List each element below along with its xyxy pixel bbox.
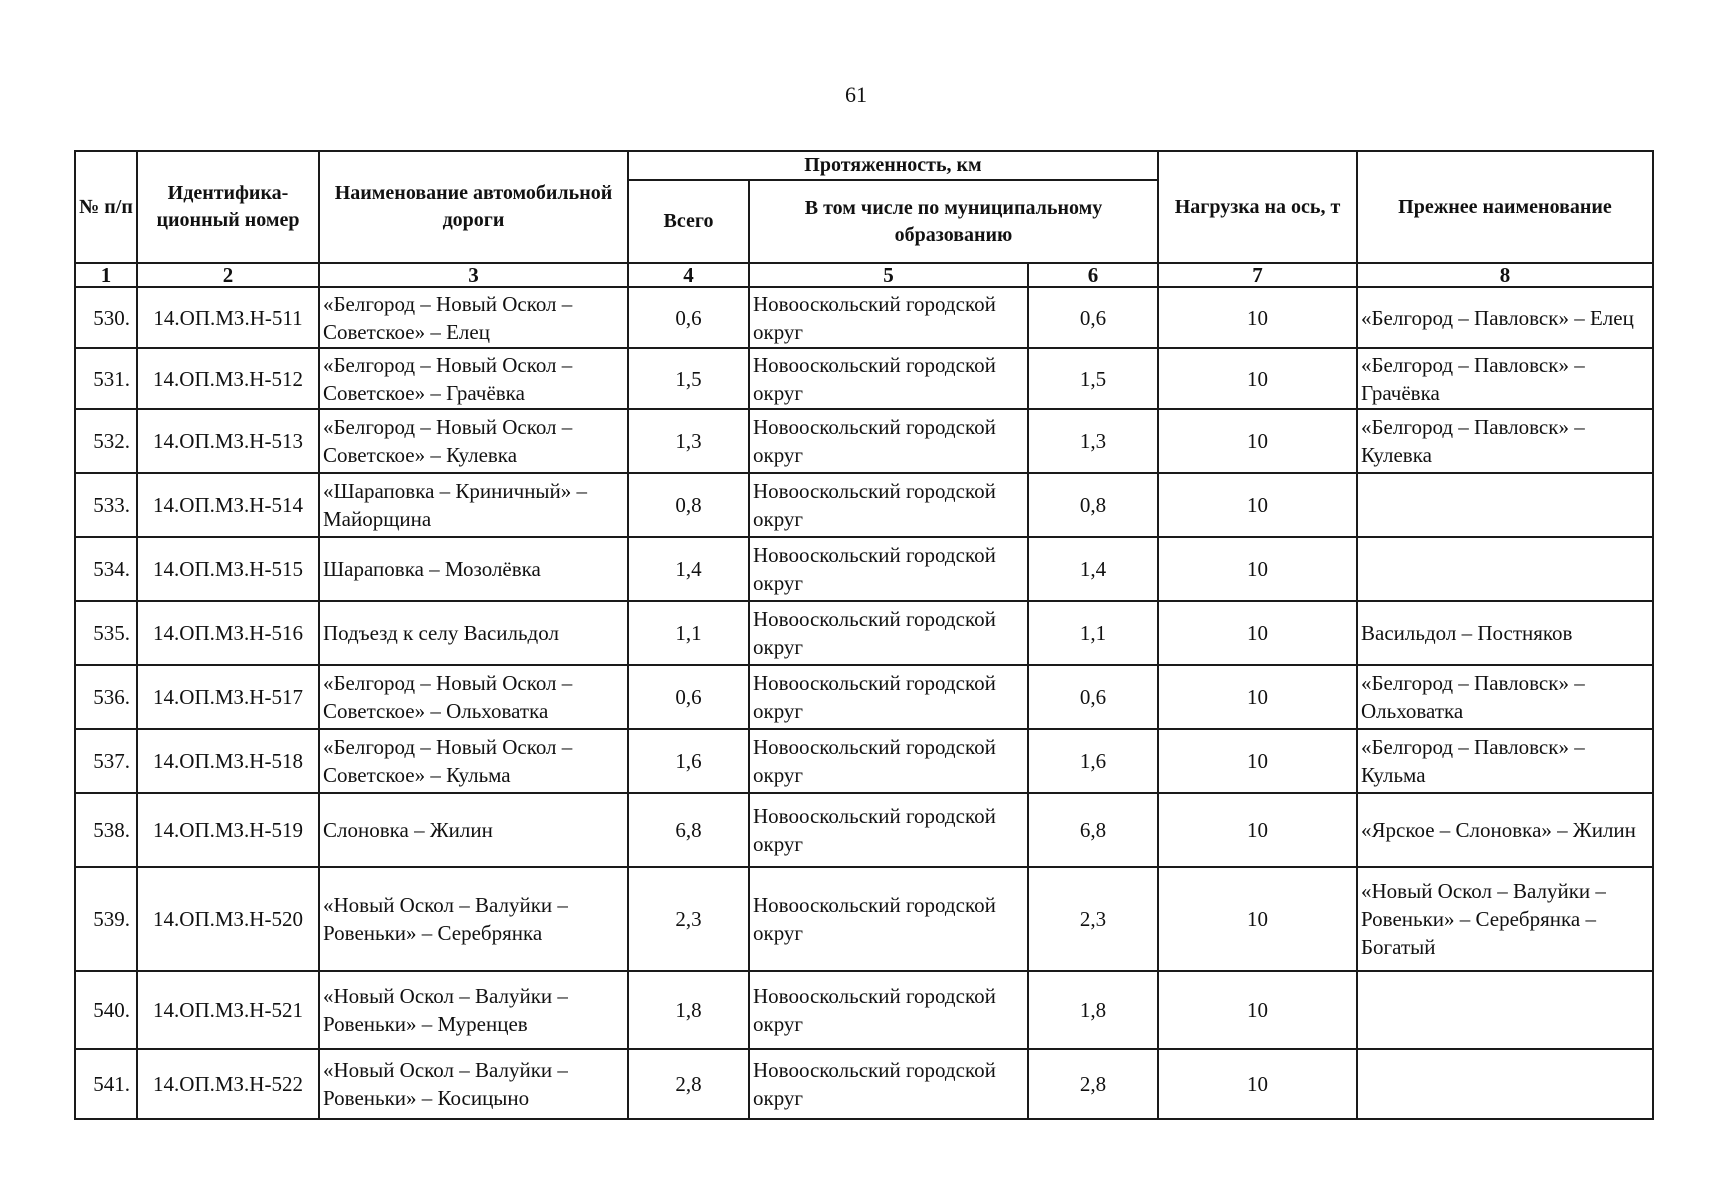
- table-row: [75, 1049, 1653, 1119]
- axle-load: 10: [1158, 793, 1357, 867]
- header-name: Наименование автомобильной дороги: [319, 151, 628, 263]
- length-total: 6,8: [628, 793, 749, 867]
- header-total: Всего: [628, 180, 749, 263]
- table-row: [75, 473, 1653, 537]
- municipality-length: 2,8: [1028, 1049, 1158, 1119]
- row-number: 534.: [75, 537, 137, 601]
- row-number: 532.: [75, 409, 137, 473]
- row-number: 537.: [75, 729, 137, 793]
- table-row: [75, 537, 1653, 601]
- road-name: «Белгород – Новый Оскол – Советское» – Ольховатка: [319, 665, 628, 729]
- road-name: «Новый Оскол – Валуйки – Ровеньки» – Косицыно: [319, 1049, 628, 1119]
- road-name: Подъезд к селу Васильдол: [319, 601, 628, 665]
- road-id: 14.ОП.МЗ.Н-516: [137, 601, 319, 665]
- length-total: 0,6: [628, 287, 749, 348]
- length-total: 0,8: [628, 473, 749, 537]
- axle-load: 10: [1158, 665, 1357, 729]
- row-number: 536.: [75, 665, 137, 729]
- municipality-length: 1,1: [1028, 601, 1158, 665]
- previous-name: «Белгород – Павловск» – Кульма: [1357, 729, 1653, 793]
- header-id: Идентифика-ционный номер: [137, 151, 319, 263]
- road-id: 14.ОП.МЗ.Н-514: [137, 473, 319, 537]
- municipality: Новооскольский городской округ: [749, 1049, 1028, 1119]
- length-total: 1,3: [628, 409, 749, 473]
- column-number: 3: [319, 263, 628, 287]
- road-id: 14.ОП.МЗ.Н-521: [137, 971, 319, 1049]
- previous-name: «Ярское – Слоновка» – Жилин: [1357, 793, 1653, 867]
- municipality-length: 1,3: [1028, 409, 1158, 473]
- row-number: 533.: [75, 473, 137, 537]
- road-id: 14.ОП.МЗ.Н-513: [137, 409, 319, 473]
- road-id: 14.ОП.МЗ.Н-519: [137, 793, 319, 867]
- length-total: 0,6: [628, 665, 749, 729]
- road-id: 14.ОП.МЗ.Н-512: [137, 348, 319, 409]
- column-number: 4: [628, 263, 749, 287]
- municipality-length: 0,6: [1028, 665, 1158, 729]
- table-body: [75, 263, 1653, 1119]
- header-muni: В том числе по муниципальному образованию: [749, 180, 1158, 263]
- road-name: Шараповка – Мозолёвка: [319, 537, 628, 601]
- road-name: «Белгород – Новый Оскол – Советское» – Кулевка: [319, 409, 628, 473]
- axle-load: 10: [1158, 1049, 1357, 1119]
- road-name: «Новый Оскол – Валуйки – Ровеньки» – Муренцев: [319, 971, 628, 1049]
- row-number: 539.: [75, 867, 137, 971]
- table-row: [75, 729, 1653, 793]
- table-row: [75, 867, 1653, 971]
- column-number: 1: [75, 263, 137, 287]
- municipality: Новооскольский городской округ: [749, 473, 1028, 537]
- municipality-length: 2,3: [1028, 867, 1158, 971]
- length-total: 2,8: [628, 1049, 749, 1119]
- municipality: Новооскольский городской округ: [749, 793, 1028, 867]
- length-total: 2,3: [628, 867, 749, 971]
- table-row: [75, 971, 1653, 1049]
- row-number: 538.: [75, 793, 137, 867]
- row-number: 540.: [75, 971, 137, 1049]
- row-number: 535.: [75, 601, 137, 665]
- road-name: «Шараповка – Криничный» – Майорщина: [319, 473, 628, 537]
- municipality-length: 1,4: [1028, 537, 1158, 601]
- axle-load: 10: [1158, 409, 1357, 473]
- table-row: [75, 665, 1653, 729]
- previous-name: «Белгород – Павловск» – Грачёвка: [1357, 348, 1653, 409]
- roads-table: [74, 150, 1654, 1120]
- road-id: 14.ОП.МЗ.Н-522: [137, 1049, 319, 1119]
- axle-load: 10: [1158, 601, 1357, 665]
- table-row: [75, 409, 1653, 473]
- column-number-row: [75, 263, 1653, 287]
- column-number: 6: [1028, 263, 1158, 287]
- road-name: «Белгород – Новый Оскол – Советское» – Кульма: [319, 729, 628, 793]
- column-number: 7: [1158, 263, 1357, 287]
- road-id: 14.ОП.МЗ.Н-515: [137, 537, 319, 601]
- table-row: [75, 348, 1653, 409]
- length-total: 1,5: [628, 348, 749, 409]
- header-length: Протяженность, км: [628, 151, 1158, 180]
- axle-load: 10: [1158, 729, 1357, 793]
- road-name: «Новый Оскол – Валуйки – Ровеньки» – Серебрянка: [319, 867, 628, 971]
- column-number: 5: [749, 263, 1028, 287]
- municipality-length: 6,8: [1028, 793, 1158, 867]
- municipality: Новооскольский городской округ: [749, 287, 1028, 348]
- municipality-length: 1,8: [1028, 971, 1158, 1049]
- road-id: 14.ОП.МЗ.Н-520: [137, 867, 319, 971]
- axle-load: 10: [1158, 287, 1357, 348]
- row-number: 531.: [75, 348, 137, 409]
- axle-load: 10: [1158, 971, 1357, 1049]
- column-number: 2: [137, 263, 319, 287]
- axle-load: 10: [1158, 537, 1357, 601]
- axle-load: 10: [1158, 473, 1357, 537]
- table-row: [75, 287, 1653, 348]
- road-name: Слоновка – Жилин: [319, 793, 628, 867]
- municipality: Новооскольский городской округ: [749, 971, 1028, 1049]
- previous-name: «Белгород – Павловск» – Елец: [1357, 287, 1653, 348]
- municipality: Новооскольский городской округ: [749, 729, 1028, 793]
- page-number: 61: [845, 82, 867, 107]
- municipality-length: 0,6: [1028, 287, 1158, 348]
- road-id: 14.ОП.МЗ.Н-517: [137, 665, 319, 729]
- municipality: Новооскольский городской округ: [749, 867, 1028, 971]
- previous-name: Васильдол – Постняков: [1357, 601, 1653, 665]
- municipality: Новооскольский городской округ: [749, 348, 1028, 409]
- previous-name: «Белгород – Павловск» – Кулевка: [1357, 409, 1653, 473]
- row-number: 530.: [75, 287, 137, 348]
- header-num: № п/п: [75, 151, 137, 263]
- road-name: «Белгород – Новый Оскол – Советское» – Грачёвка: [319, 348, 628, 409]
- road-id: 14.ОП.МЗ.Н-511: [137, 287, 319, 348]
- header-load: Нагрузка на ось, т: [1158, 151, 1357, 263]
- previous-name: [1357, 473, 1653, 537]
- municipality-length: 0,8: [1028, 473, 1158, 537]
- previous-name: «Белгород – Павловск» – Ольховатка: [1357, 665, 1653, 729]
- header-prev: Прежнее наименование: [1357, 151, 1653, 263]
- length-total: 1,4: [628, 537, 749, 601]
- municipality: Новооскольский городской округ: [749, 537, 1028, 601]
- road-id: 14.ОП.МЗ.Н-518: [137, 729, 319, 793]
- row-number: 541.: [75, 1049, 137, 1119]
- column-number: 8: [1357, 263, 1653, 287]
- previous-name: [1357, 1049, 1653, 1119]
- municipality-length: 1,5: [1028, 348, 1158, 409]
- municipality: Новооскольский городской округ: [749, 409, 1028, 473]
- road-name: «Белгород – Новый Оскол – Советское» – Елец: [319, 287, 628, 348]
- municipality: Новооскольский городской округ: [749, 665, 1028, 729]
- previous-name: [1357, 971, 1653, 1049]
- municipality: Новооскольский городской округ: [749, 601, 1028, 665]
- municipality-length: 1,6: [1028, 729, 1158, 793]
- axle-load: 10: [1158, 867, 1357, 971]
- table-row: [75, 601, 1653, 665]
- previous-name: [1357, 537, 1653, 601]
- previous-name: «Новый Оскол – Валуйки – Ровеньки» – Серебрянка – Богатый: [1357, 867, 1653, 971]
- axle-load: 10: [1158, 348, 1357, 409]
- length-total: 1,6: [628, 729, 749, 793]
- table-row: [75, 793, 1653, 867]
- length-total: 1,1: [628, 601, 749, 665]
- length-total: 1,8: [628, 971, 749, 1049]
